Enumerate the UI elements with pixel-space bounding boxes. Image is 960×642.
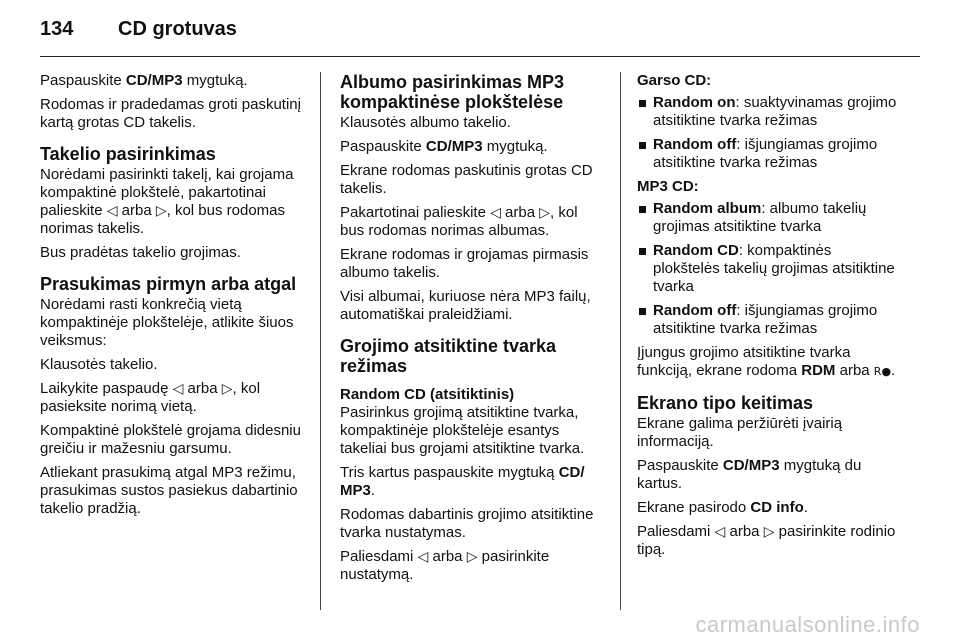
heading-random-mode: Grojimo atsitiktine tvarka režimas [340, 336, 557, 376]
paragraph: Rodomas ir pradedamas groti paskutinį kartą grotas CD takelis. [40, 96, 301, 131]
header-rule [40, 56, 920, 57]
label-mp3-cd: MP3 CD: [637, 178, 699, 195]
column-3 [637, 72, 899, 565]
column-divider-2 [620, 72, 621, 610]
right-arrow-icon: ▷ [466, 549, 478, 565]
page-header [40, 18, 920, 48]
paragraph: Kompaktinė plokštelė grojama didesniu greičiu ir mažesniu garsumu. [40, 422, 301, 457]
heading-album-selection: Albumo pasirinkimas MP3 kompaktinėse plokštelėse [340, 72, 565, 112]
subheading-random-cd: Random CD (atsitiktinis) [340, 386, 515, 403]
left-arrow-icon: ◁ [106, 203, 118, 219]
list-item: Random off: išjungiamas grojimo atsitiktine tvarka režimas [637, 136, 899, 172]
right-arrow-icon: ▷ [763, 524, 775, 540]
paragraph: Rodomas dabartinis grojimo atsitiktine tvarka nustatymas. [340, 506, 594, 541]
label-audio-cd: Garso CD: [637, 72, 712, 89]
list-item: Random on: suaktyvinamas grojimo atsitiktine tvarka režimas [637, 94, 899, 130]
random-indicator-icon: R● [873, 365, 892, 378]
bullet-icon [639, 100, 646, 107]
paragraph: Norėdami rasti konkrečią vietą kompaktinėje plokštelėje, atlikite šiuos veiksmus: [40, 296, 294, 349]
watermark: carmanualsonline.info [695, 612, 920, 637]
heading-track-selection: Takelio pasirinkimas [40, 144, 216, 164]
heading-scroll: Prasukimas pirmyn arba atgal [40, 274, 297, 294]
paragraph: Klausotės albumo takelio. [340, 114, 511, 131]
right-arrow-icon: ▷ [221, 381, 233, 397]
paragraph: Tris kartus paspauskite mygtuką CD/ MP3. [340, 464, 585, 499]
paragraph: Visi albumai, kuriuose nėra MP3 failų, automatiškai praleidžiami. [340, 288, 591, 323]
paragraph: Paspauskite CD/MP3 mygtuką du kartus. [637, 457, 862, 492]
paragraph: Pasirinkus grojimą atsitiktine tvarka, kompaktinėje plokštelėje esantys takeliai bus grojami atsitiktine tvarka. [340, 404, 585, 457]
left-arrow-icon: ◁ [172, 381, 184, 397]
paragraph: Paliesdami ◁ arba ▷ pasirinkite nustatymą. [340, 548, 550, 583]
column-divider-1 [320, 72, 321, 610]
page-number: 134 [40, 18, 74, 40]
bullet-icon [639, 248, 646, 255]
paragraph: Ekrane pasirodo CD info. [637, 499, 808, 516]
paragraph: Įjungus grojimo atsitiktine tvarka funkciją, ekrane rodoma RDM arba R●. [637, 344, 896, 379]
paragraph: Ekrane galima peržiūrėti įvairią informaciją. [637, 415, 843, 450]
right-arrow-icon: ▷ [539, 205, 551, 221]
paragraph: Laikykite paspaudę ◁ arba ▷, kol pasieksite norimą vietą. [40, 380, 261, 415]
left-arrow-icon: ◁ [490, 205, 501, 221]
left-arrow-icon: ◁ [417, 549, 429, 565]
paragraph: Klausotės takelio. [40, 356, 158, 373]
paragraph: Paspauskite CD/MP3 mygtuką. [40, 72, 248, 89]
right-arrow-icon: ▷ [155, 203, 167, 219]
paragraph: Bus pradėtas takelio grojimas. [40, 244, 241, 261]
paragraph: Paspauskite CD/MP3 mygtuką. [340, 138, 548, 155]
list-item: Random off: išjungiamas grojimo atsitiktine tvarka režimas [637, 302, 899, 338]
list-item: Random CD: kompaktinės plokštelės takelių grojimas atsitiktine tvarka [637, 242, 899, 296]
paragraph: Atliekant prasukimą atgal MP3 režimu, prasukimas sustos pasiekus dabartinio takelio pradžią. [40, 464, 298, 517]
paragraph: Ekrane rodomas paskutinis grotas CD takelis. [340, 162, 593, 197]
page-title: CD grotuvas [118, 18, 237, 40]
paragraph: Norėdami pasirinkti takelį, kai grojama kompaktinė plokštelė, pakartotinai palieskite ◁ arba ▷, kol bus rodomas norimas takelis. [40, 166, 294, 237]
paragraph: Pakartotinai palieskite ◁ arba ▷, kol bus rodomas norimas albumas. [340, 204, 578, 239]
paragraph: Ekrane rodomas ir grojamas pirmasis albumo takelis. [340, 246, 589, 281]
bullet-icon [639, 206, 646, 213]
bullet-icon [639, 308, 646, 315]
column-1 [40, 72, 302, 524]
column-2 [340, 72, 602, 590]
paragraph: Paliesdami ◁ arba ▷ pasirinkite rodinio tipą. [637, 523, 896, 558]
list-item: Random album: albumo takelių grojimas atsitiktine tvarka [637, 200, 899, 236]
left-arrow-icon: ◁ [714, 524, 726, 540]
heading-screen-type: Ekrano tipo keitimas [637, 393, 814, 413]
bullet-icon [639, 142, 646, 149]
